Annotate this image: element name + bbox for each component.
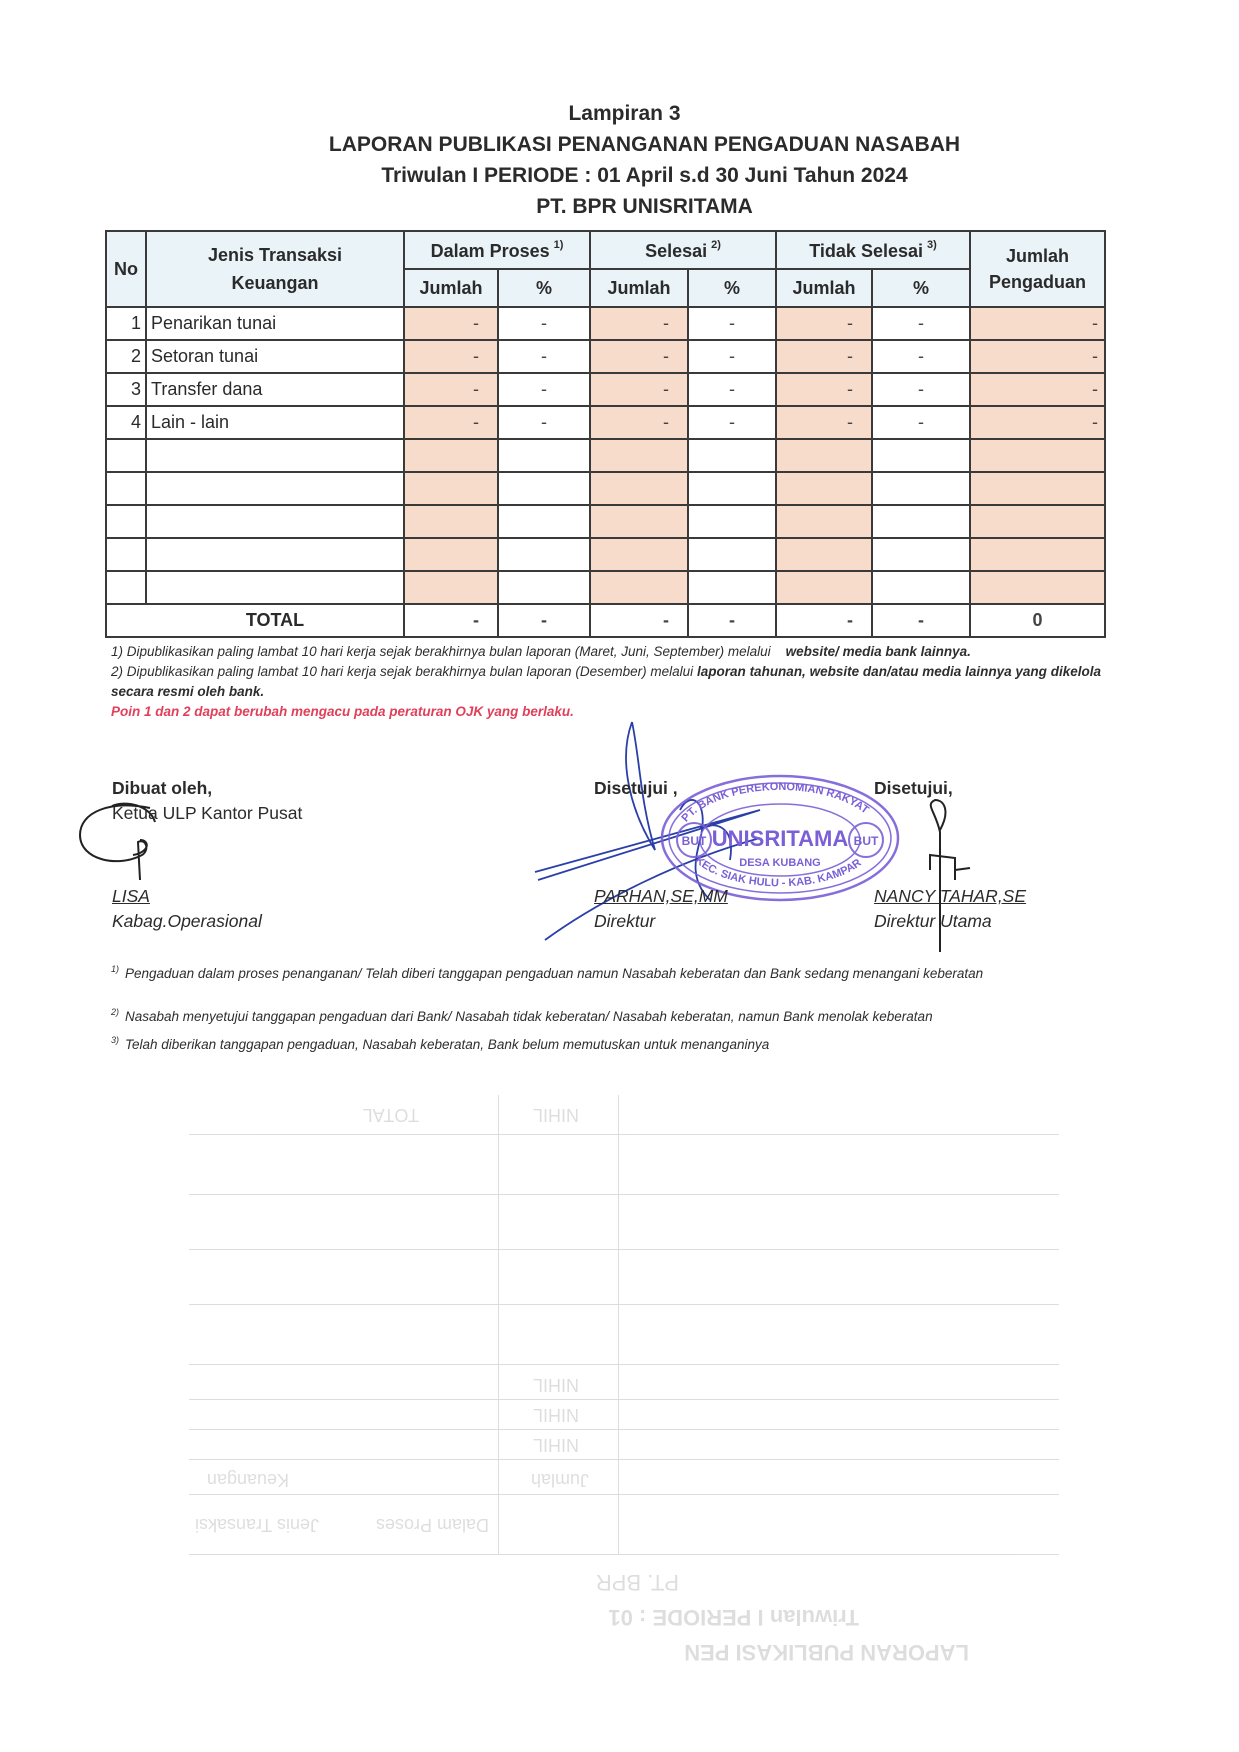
row-jenis: Setoran tunai bbox=[146, 340, 404, 373]
row-dp-jumlah: - bbox=[404, 373, 498, 406]
note-2 bbox=[111, 662, 1101, 702]
subheader-s-percent: % bbox=[688, 269, 776, 307]
empty-cell bbox=[872, 505, 970, 538]
row-jenis: Lain - lain bbox=[146, 406, 404, 439]
row-ts-jumlah: - bbox=[776, 307, 872, 340]
empty-cell bbox=[970, 571, 1105, 604]
empty-cell bbox=[404, 472, 498, 505]
footnote-2-mark: 2) bbox=[111, 1007, 120, 1017]
row-jenis: Transfer dana bbox=[146, 373, 404, 406]
row-dp-pct: - bbox=[498, 373, 590, 406]
signature-block-president-director bbox=[874, 778, 1027, 931]
note-1-bold: website/ media bank lainnya. bbox=[785, 644, 971, 659]
header-jenis-transaksi bbox=[146, 231, 404, 307]
sig-mid-name: PARHAN,SE,MM bbox=[594, 886, 728, 906]
stamp-center: UNISRITAMA bbox=[711, 826, 849, 851]
ghost-period: Triwulan I PERIODE : 01 bbox=[608, 1605, 859, 1630]
empty-cell bbox=[146, 538, 404, 571]
company-name: PT. BPR UNISRITAMA bbox=[536, 195, 753, 218]
header-jumlah-pengaduan bbox=[970, 231, 1105, 307]
row-s-pct: - bbox=[688, 373, 776, 406]
sig-left-heading: Dibuat oleh, bbox=[112, 778, 213, 798]
row-s-jumlah: - bbox=[590, 406, 688, 439]
ghost-header-jenis: Jenis Transaksi bbox=[194, 1515, 319, 1535]
ghost-nihil-3: NIHIL bbox=[532, 1375, 579, 1395]
stamp-mark-left: BUT bbox=[681, 834, 707, 848]
empty-cell bbox=[146, 472, 404, 505]
subheader-ts-percent: % bbox=[872, 269, 970, 307]
row-total: - bbox=[970, 406, 1105, 439]
row-dp-jumlah: - bbox=[404, 340, 498, 373]
empty-cell bbox=[688, 571, 776, 604]
footnote-ref-1: 1) bbox=[553, 238, 564, 251]
empty-cell bbox=[106, 505, 146, 538]
empty-cell bbox=[404, 538, 498, 571]
row-total: - bbox=[970, 340, 1105, 373]
complaints-table bbox=[105, 230, 1106, 638]
empty-cell bbox=[404, 505, 498, 538]
sig-mid-position: Direktur bbox=[594, 911, 656, 931]
footnote-3-text: Telah diberikan tanggapan pengaduan, Nasabah keberatan, Bank belum memutuskan untuk menanganinya bbox=[125, 1037, 770, 1052]
empty-cell bbox=[498, 472, 590, 505]
table-row-empty bbox=[106, 571, 1105, 604]
table-header-row bbox=[106, 231, 1105, 269]
row-ts-pct: - bbox=[872, 373, 970, 406]
row-s-pct: - bbox=[688, 340, 776, 373]
empty-cell bbox=[106, 538, 146, 571]
footnote-2 bbox=[111, 1007, 933, 1024]
sig-left-position: Kabag.Operasional bbox=[112, 911, 262, 931]
empty-cell bbox=[688, 439, 776, 472]
empty-cell bbox=[688, 472, 776, 505]
report-period: Triwulan I PERIODE : 01 April s.d 30 Juni Tahun 2024 bbox=[381, 164, 908, 187]
footnote-2-text: Nasabah menyetujui tanggapan pengaduan dari Bank/ Nasabah tidak keberatan/ Nasabah keberatan, namun Bank menolak keberatan bbox=[125, 1009, 933, 1024]
table-row bbox=[106, 340, 1105, 373]
row-ts-pct: - bbox=[872, 340, 970, 373]
total-s-jumlah: - bbox=[590, 604, 688, 637]
ojk-warning: Poin 1 dan 2 dapat berubah mengacu pada peraturan OJK yang berlaku. bbox=[111, 704, 574, 719]
row-ts-jumlah: - bbox=[776, 340, 872, 373]
table-row-empty bbox=[106, 538, 1105, 571]
header-tidak-selesai-text: Tidak Selesai bbox=[809, 240, 923, 261]
empty-cell bbox=[776, 571, 872, 604]
company-stamp bbox=[662, 776, 898, 900]
stamp-bottom-arc: KEC. SIAK HULU - KAB. KAMPAR bbox=[692, 854, 864, 890]
row-s-pct: - bbox=[688, 406, 776, 439]
row-dp-pct: - bbox=[498, 307, 590, 340]
table-row bbox=[106, 373, 1105, 406]
row-s-jumlah: - bbox=[590, 340, 688, 373]
footnote-1-text: Pengaduan dalam proses penanganan/ Telah diberi tanggapan pengaduan namun Nasabah keberatan dan Bank sedang menangani keberatan bbox=[125, 966, 984, 981]
subheader-dp-percent: % bbox=[498, 269, 590, 307]
empty-cell bbox=[970, 472, 1105, 505]
empty-cell bbox=[872, 472, 970, 505]
empty-cell bbox=[688, 505, 776, 538]
bleed-through-reverse-page bbox=[0, 1075, 1239, 1695]
header-no: No bbox=[106, 231, 146, 307]
header-jenis-text: Jenis Transaksi Keuangan bbox=[207, 245, 343, 293]
empty-cell bbox=[590, 439, 688, 472]
empty-cell bbox=[106, 571, 146, 604]
row-s-jumlah: - bbox=[590, 373, 688, 406]
row-s-pct: - bbox=[688, 307, 776, 340]
header-dalam-proses-text: Dalam Proses bbox=[430, 240, 550, 261]
empty-cell bbox=[872, 439, 970, 472]
header-jumlah-pengaduan-text: Jumlah Pengaduan bbox=[989, 246, 1087, 292]
empty-cell bbox=[498, 571, 590, 604]
empty-cell bbox=[590, 505, 688, 538]
note-2-text: 2) Dipublikasikan paling lambat 10 hari kerja sejak berakhirnya bulan laporan (Desember) melalui bbox=[111, 664, 694, 679]
empty-cell bbox=[590, 472, 688, 505]
table-row-empty bbox=[106, 505, 1105, 538]
row-ts-jumlah: - bbox=[776, 406, 872, 439]
table-row bbox=[106, 307, 1105, 340]
empty-cell bbox=[498, 538, 590, 571]
subheader-ts-jumlah: Jumlah bbox=[776, 269, 872, 307]
row-total: - bbox=[970, 307, 1105, 340]
footnote-1 bbox=[111, 964, 983, 981]
empty-cell bbox=[776, 472, 872, 505]
empty-cell bbox=[146, 505, 404, 538]
total-ts-jumlah: - bbox=[776, 604, 872, 637]
empty-cell bbox=[404, 571, 498, 604]
empty-cell bbox=[146, 571, 404, 604]
empty-cell bbox=[970, 538, 1105, 571]
ghost-title: LAPORAN PUBLIKASI PEN bbox=[684, 1640, 969, 1665]
total-s-pct: - bbox=[688, 604, 776, 637]
table-row-empty bbox=[106, 439, 1105, 472]
empty-cell bbox=[106, 472, 146, 505]
stamp-top-arc: PT. BANK PEREKONOMIAN RAKYAT bbox=[679, 780, 871, 825]
row-jenis: Penarikan tunai bbox=[146, 307, 404, 340]
header-dalam-proses bbox=[404, 231, 590, 269]
ghost-header-jumlah: Jumlah bbox=[530, 1470, 589, 1490]
subheader-dp-jumlah: Jumlah bbox=[404, 269, 498, 307]
header-selesai-text: Selesai bbox=[645, 240, 708, 261]
publication-notes bbox=[111, 642, 1101, 722]
document-header bbox=[0, 98, 1239, 222]
row-no: 4 bbox=[106, 406, 146, 439]
total-label: TOTAL bbox=[106, 604, 404, 637]
empty-cell bbox=[776, 505, 872, 538]
footnote-1-mark: 1) bbox=[111, 964, 120, 974]
ghost-total: TOTAL bbox=[362, 1105, 419, 1125]
empty-cell bbox=[776, 439, 872, 472]
table-total-row bbox=[106, 604, 1105, 637]
empty-cell bbox=[970, 439, 1105, 472]
table-row bbox=[106, 406, 1105, 439]
header-tidak-selesai bbox=[776, 231, 970, 269]
row-no: 3 bbox=[106, 373, 146, 406]
empty-cell bbox=[404, 439, 498, 472]
empty-cell bbox=[146, 439, 404, 472]
row-ts-pct: - bbox=[872, 406, 970, 439]
row-no: 2 bbox=[106, 340, 146, 373]
row-dp-jumlah: - bbox=[404, 307, 498, 340]
footnote-ref-3: 3) bbox=[927, 238, 937, 251]
total-ts-pct: - bbox=[872, 604, 970, 637]
empty-cell bbox=[872, 538, 970, 571]
empty-cell bbox=[498, 505, 590, 538]
total-jumlah-pengaduan: 0 bbox=[970, 604, 1105, 637]
footnote-3 bbox=[111, 1035, 769, 1052]
row-total: - bbox=[970, 373, 1105, 406]
row-s-jumlah: - bbox=[590, 307, 688, 340]
stamp-mark-right: BUT bbox=[853, 834, 879, 848]
report-title: LAPORAN PUBLIKASI PENANGANAN PENGADUAN NASABAH bbox=[328, 133, 961, 156]
empty-cell bbox=[872, 571, 970, 604]
empty-cell bbox=[590, 571, 688, 604]
empty-cell bbox=[590, 538, 688, 571]
row-ts-pct: - bbox=[872, 307, 970, 340]
ghost-header-dalam: Dalam Proses bbox=[375, 1515, 489, 1535]
footnote-ref-2: 2) bbox=[711, 238, 721, 251]
empty-cell bbox=[776, 538, 872, 571]
sig-left-role: Ketua ULP Kantor Pusat bbox=[112, 803, 303, 823]
sig-right-name: NANCY TAHAR,SE bbox=[874, 886, 1027, 906]
row-dp-jumlah: - bbox=[404, 406, 498, 439]
sig-right-heading: Disetujui, bbox=[874, 778, 953, 798]
table-row-empty bbox=[106, 472, 1105, 505]
ghost-nihil-2: NIHIL bbox=[532, 1405, 579, 1425]
row-dp-pct: - bbox=[498, 406, 590, 439]
signature-parhan-scribble bbox=[535, 722, 760, 940]
note-1-text: 1) Dipublikasikan paling lambat 10 hari kerja sejak berakhirnya bulan laporan (Maret, Juni, September) melalui bbox=[111, 644, 771, 659]
empty-cell bbox=[498, 439, 590, 472]
subheader-s-jumlah: Jumlah bbox=[590, 269, 688, 307]
stamp-sub: DESA KUBANG bbox=[739, 857, 821, 869]
empty-cell bbox=[106, 439, 146, 472]
total-dp-jumlah: - bbox=[404, 604, 498, 637]
header-selesai bbox=[590, 231, 776, 269]
empty-cell bbox=[688, 538, 776, 571]
note-2-bold: laporan tahunan, website dan/atau media lainnya yang dikelola secara resmi oleh bank. bbox=[111, 664, 1101, 699]
sig-left-name: LISA bbox=[112, 886, 150, 906]
sig-mid-heading: Disetujui , bbox=[594, 778, 678, 798]
ghost-nihil-1: NIHIL bbox=[532, 1435, 579, 1455]
row-no: 1 bbox=[106, 307, 146, 340]
empty-cell bbox=[970, 505, 1105, 538]
ghost-header-keuangan: Keuangan bbox=[206, 1470, 289, 1490]
sig-right-position: Direktur Utama bbox=[874, 911, 992, 931]
note-1 bbox=[111, 642, 1101, 662]
signature-block-maker bbox=[112, 778, 303, 931]
row-ts-jumlah: - bbox=[776, 373, 872, 406]
footnote-3-mark: 3) bbox=[111, 1035, 120, 1045]
appendix-label: Lampiran 3 bbox=[568, 102, 681, 125]
total-dp-pct: - bbox=[498, 604, 590, 637]
row-dp-pct: - bbox=[498, 340, 590, 373]
ghost-company: PT. BPR bbox=[595, 1570, 679, 1595]
ghost-nihil-total: NIHIL bbox=[532, 1105, 579, 1125]
